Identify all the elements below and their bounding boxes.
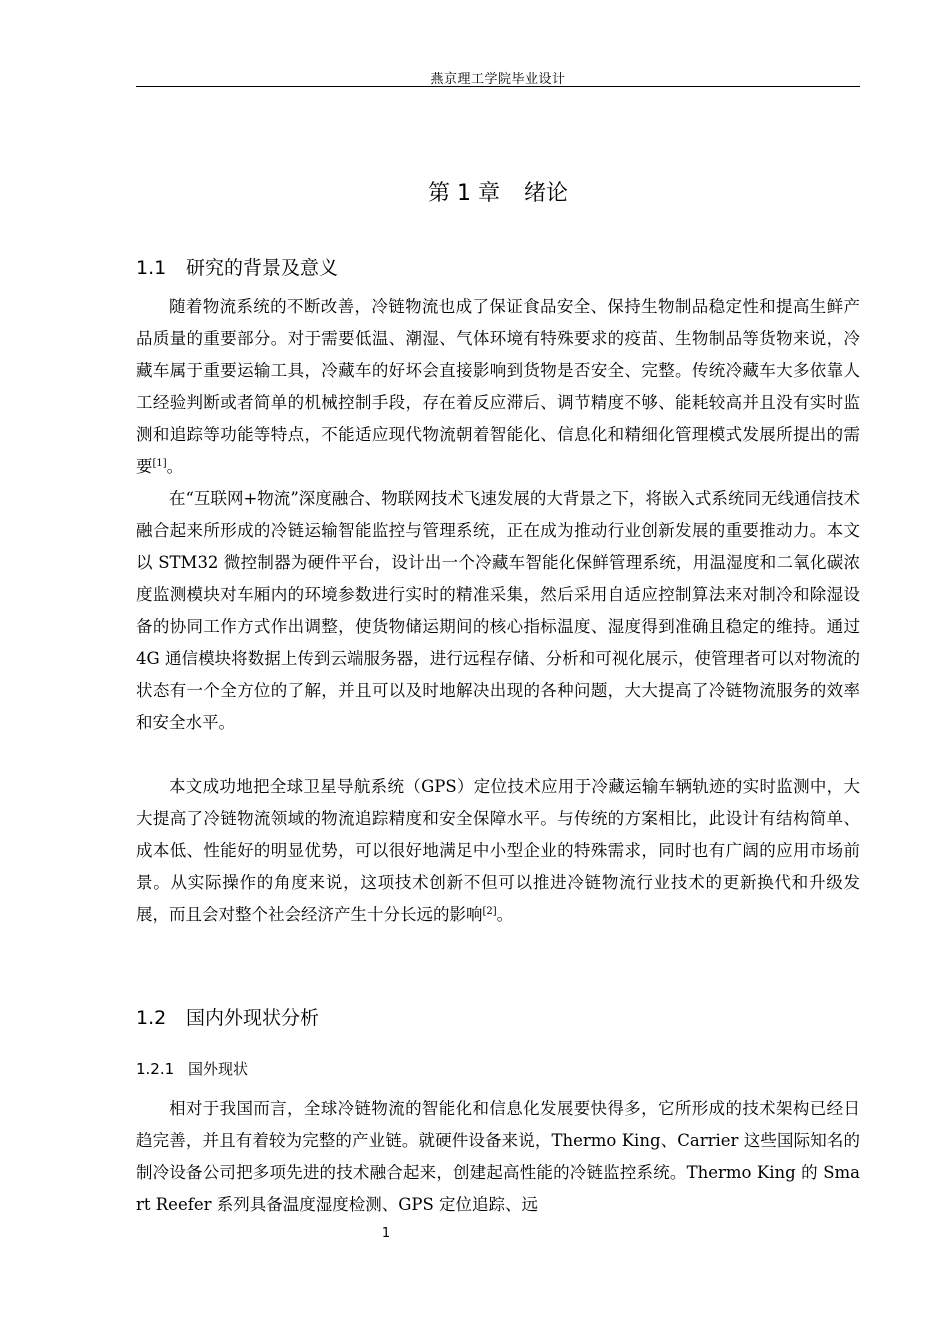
paragraph-background-2 — [136, 483, 860, 739]
section-heading-1-1 — [136, 253, 338, 280]
citation-ref: [2] — [482, 906, 497, 917]
subsection-number: 1.2.1 — [136, 1060, 175, 1078]
chapter-title — [136, 176, 860, 207]
paragraph-background-3 — [136, 771, 860, 931]
paragraph-end: 。 — [166, 457, 184, 476]
paragraph-background-1 — [136, 291, 860, 483]
subsection-title: 国外现状 — [188, 1060, 249, 1078]
section-number: 1.2 — [136, 1007, 167, 1029]
paragraph-text: 本文成功地把全球卫星导航系统（GPS）定位技术应用于冷藏运输车辆轨迹的实时监测中，大大提高了冷链物流领域的物流追踪精度和安全保障水平。与传统的方案相比，此设计有结构简单、成本低、性能好的明显优势，可以很好地满足中小型企业的特殊需求，同时也有广阔的应用市场前景。从实际操作的角度来说，这项技术创新不但可以推进冷链物流行业技术的更新换代和升级发展，而且会对整个社会经济产生十分长远的影响 — [136, 777, 860, 924]
section-number: 1.1 — [136, 257, 167, 279]
paragraph-text: 随着物流系统的不断改善，冷链物流也成了保证食品安全、保持生物制品稳定性和提高生鲜产品质量的重要部分。对于需要低温、潮湿、气体环境有特殊要求的疫苗、生物制品等货物来说，冷藏车属于重要运输工具，冷藏车的好坏会直接影响到货物是否安全、完整。传统冷藏车大多依靠人工经验判断或者简单的机械控制手段，存在着反应滞后、调节精度不够、能耗较高并且没有实时监测和追踪等功能等特点，不能适应现代物流朝着智能化、信息化和精细化管理模式发展所提出的需要 — [136, 297, 860, 476]
header-divider — [136, 86, 860, 87]
citation-ref: [1] — [152, 458, 167, 469]
paragraph-foreign-status — [136, 1093, 860, 1221]
section-title: 研究的背景及意义 — [186, 257, 339, 279]
chapter-name: 绪论 — [523, 181, 568, 206]
subsection-heading-1-2-1 — [136, 1058, 248, 1079]
paragraph-text: 相对于我国而言，全球冷链物流的智能化和信息化发展要快得多，它所形成的技术架构已经日趋完善，并且有着较为完整的产业链。就硬件设备来说，Thermo King、Carrier 这些国际知名的制冷设备公司把多项先进的技术融合起来，创建起高性能的冷链监控系统。Thermo King 的 Smart Reefer 系列具备温度湿度检测、GPS 定位追踪、远 — [136, 1099, 860, 1214]
page-number: 1 — [381, 1226, 391, 1241]
section-title: 国内外现状分析 — [186, 1007, 320, 1029]
page-header: 燕京理工学院毕业设计 — [430, 72, 566, 87]
chapter-number: 第 1 章 — [428, 181, 500, 206]
paragraph-end: 。 — [496, 905, 514, 924]
section-heading-1-2 — [136, 1003, 319, 1030]
paragraph-text: 在“互联网+物流”深度融合、物联网技术飞速发展的大背景之下，将嵌入式系统同无线通信技术融合起来所形成的冷链运输智能监控与管理系统，正在成为推动行业创新发展的重要推动力。本文以 STM32 微控制器为硬件平台，设计出一个冷藏车智能化保鲜管理系统，用温湿度和二氧化碳浓度监测模块对车厢内的环境参数进行实时的精准采集，然后采用自适应控制算法来对制冷和除湿设备的协同工作方式作出调整，使货物储运期间的核心指标温度、湿度得到准确且稳定的维持。通过 4G 通信模块将数据上传到云端服务器，进行远程存储、分析和可视化展示，使管理者可以对物流的状态有一个全方位的了解，并且可以及时地解决出现的各种问题，大大提高了冷链物流服务的效率和安全水平。 — [136, 489, 860, 732]
